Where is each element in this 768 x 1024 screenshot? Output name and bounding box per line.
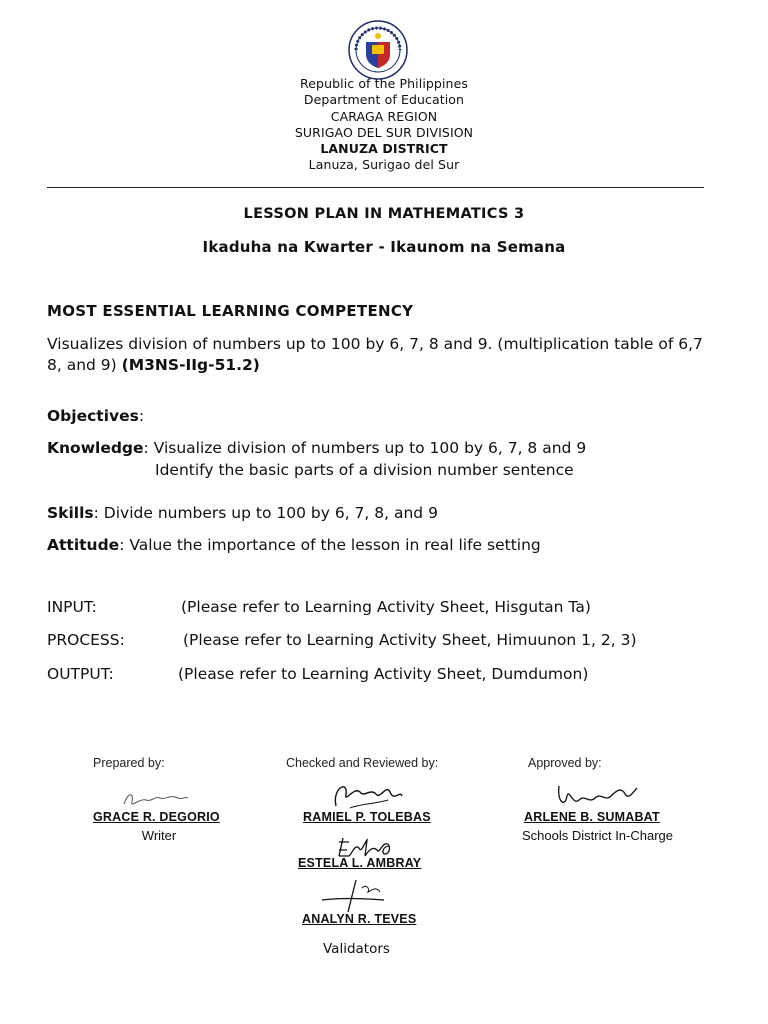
attitude-objective <box>47 535 541 556</box>
competency-heading: MOST ESSENTIAL LEARNING COMPETENCY <box>47 302 414 320</box>
attitude-text: : Value the importance of the lesson in real life setting <box>119 536 541 554</box>
knowledge-text-2: Identify the basic parts of a division number sentence <box>155 461 574 479</box>
letterhead-address: Lanuza, Surigao del Sur <box>308 157 460 173</box>
knowledge-text: : Visualize division of numbers up to 100 by 6, 7, 8 and 9 <box>143 439 587 457</box>
lesson-subtitle: Ikaduha na Kwarter - Ikaunom na Semana <box>202 238 566 256</box>
approver-name: ARLENE B. SUMABAT <box>524 810 660 824</box>
approved-by-label: Approved by: <box>528 756 602 770</box>
process-label: PROCESS: <box>47 631 125 649</box>
process-value: (Please refer to Learning Activity Sheet, Himuunon 1, 2, 3) <box>183 631 637 649</box>
skills-label: Skills <box>47 504 94 522</box>
teves-signature <box>318 878 388 914</box>
input-label: INPUT: <box>47 598 97 616</box>
letterhead-division: SURIGAO DEL SUR DIVISION <box>294 124 474 140</box>
preparer-name: GRACE R. DEGORIO <box>93 810 220 824</box>
letterhead-department: Department of Education <box>303 92 465 108</box>
input-value: (Please refer to Learning Activity Sheet, Hisgutan Ta) <box>181 598 591 616</box>
objectives-colon: : <box>138 407 145 425</box>
deped-seal-logo <box>348 20 408 80</box>
validator-ambray-name: ESTELA L. AMBRAY <box>298 856 422 870</box>
lesson-title: LESSON PLAN IN MATHEMATICS 3 <box>243 206 525 222</box>
letterhead-region: CARAGA REGION <box>330 108 438 124</box>
validator-teves-name: ANALYN R. TEVES <box>302 912 417 926</box>
output-value: (Please refer to Learning Activity Sheet, Dumdumon) <box>178 665 589 683</box>
letterhead-district: LANUZA DISTRICT <box>320 141 448 157</box>
checked-by-label: Checked and Reviewed by: <box>286 756 439 770</box>
competency-description: Visualizes division of numbers up to 100 by 6, 7, 8 and 9. (multiplication table of 6,7 8, and 9) <box>47 335 703 374</box>
header-divider <box>47 187 704 188</box>
objectives-label: Objectives <box>47 407 139 425</box>
knowledge-objective <box>47 438 586 459</box>
preparer-role: Writer <box>141 828 177 843</box>
objectives-heading <box>47 406 144 427</box>
degorio-signature <box>120 788 190 812</box>
approver-role: Schools District In-Charge <box>522 828 673 843</box>
skills-objective <box>47 503 438 524</box>
competency-code: (M3NS-IIg-51.2) <box>121 356 260 374</box>
prepared-by-label: Prepared by: <box>93 756 165 770</box>
validators-role: Validators <box>323 941 390 957</box>
attitude-label: Attitude <box>47 536 120 554</box>
letterhead <box>0 76 768 174</box>
competency-text <box>47 334 717 376</box>
output-label: OUTPUT: <box>47 665 114 683</box>
knowledge-label: Knowledge <box>47 439 144 457</box>
skills-text: : Divide numbers up to 100 by 6, 7, 8, and 9 <box>93 504 438 522</box>
checker-name: RAMIEL P. TOLEBAS <box>303 810 431 824</box>
letterhead-republic: Republic of the Philippines <box>300 76 468 91</box>
